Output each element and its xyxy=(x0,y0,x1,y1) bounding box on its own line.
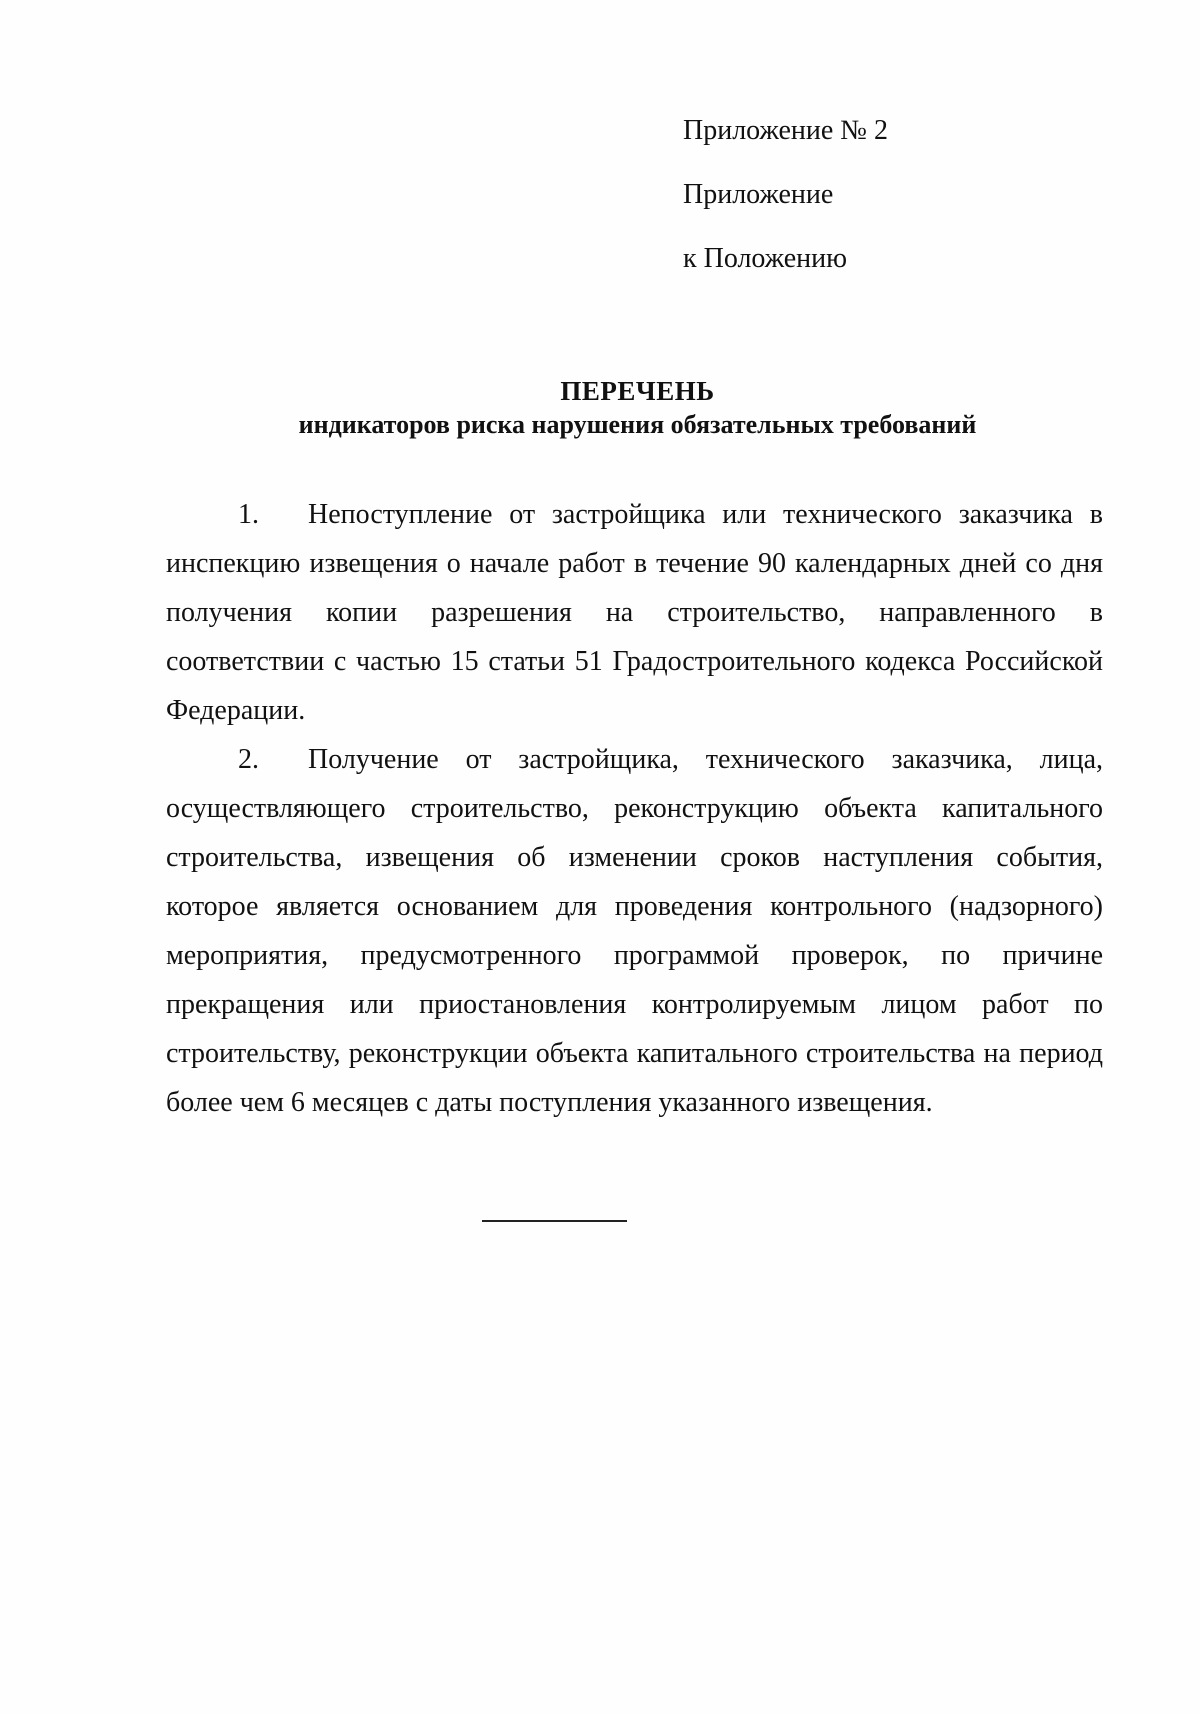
title-subtitle: индикаторов риска нарушения обязательных требований xyxy=(298,410,977,439)
list-item xyxy=(166,735,1103,1127)
list-item xyxy=(166,490,1103,735)
end-separator-line xyxy=(482,1220,627,1222)
annex-number: Приложение № 2 xyxy=(683,115,888,146)
document-body xyxy=(166,490,1103,1127)
annex-reference: к Положению xyxy=(683,243,848,274)
document-title xyxy=(150,374,1125,442)
item-text: Непоступление от застройщика или технического заказчика в инспекцию извещения о начале работ в течение 90 календарных дней со дня получения копии разрешения на строительство, направленного в соответствии с частью 15 статьи 51 Градостроительного кодекса Российской Федерации. xyxy=(166,499,1103,726)
annex-label: Приложение xyxy=(683,179,834,210)
title-main: ПЕРЕЧЕНЬ xyxy=(560,376,715,406)
item-number: 1. xyxy=(238,499,259,530)
annex-header xyxy=(683,114,1083,306)
item-number: 2. xyxy=(238,744,259,775)
item-text: Получение от застройщика, технического заказчика, лица, осуществляющего строительство, реконструкцию объекта капитального строительства, извещения об изменении сроков наступления события, которое является основанием для проведения контрольного (надзорного) мероприятия, предусмотренного программой проверок, по причине прекращения или приостановления контролируемым лицом работ по строительству, реконструкции объекта капитального строительства на период более чем 6 месяцев с даты поступления указанного извещения. xyxy=(166,744,1103,1118)
